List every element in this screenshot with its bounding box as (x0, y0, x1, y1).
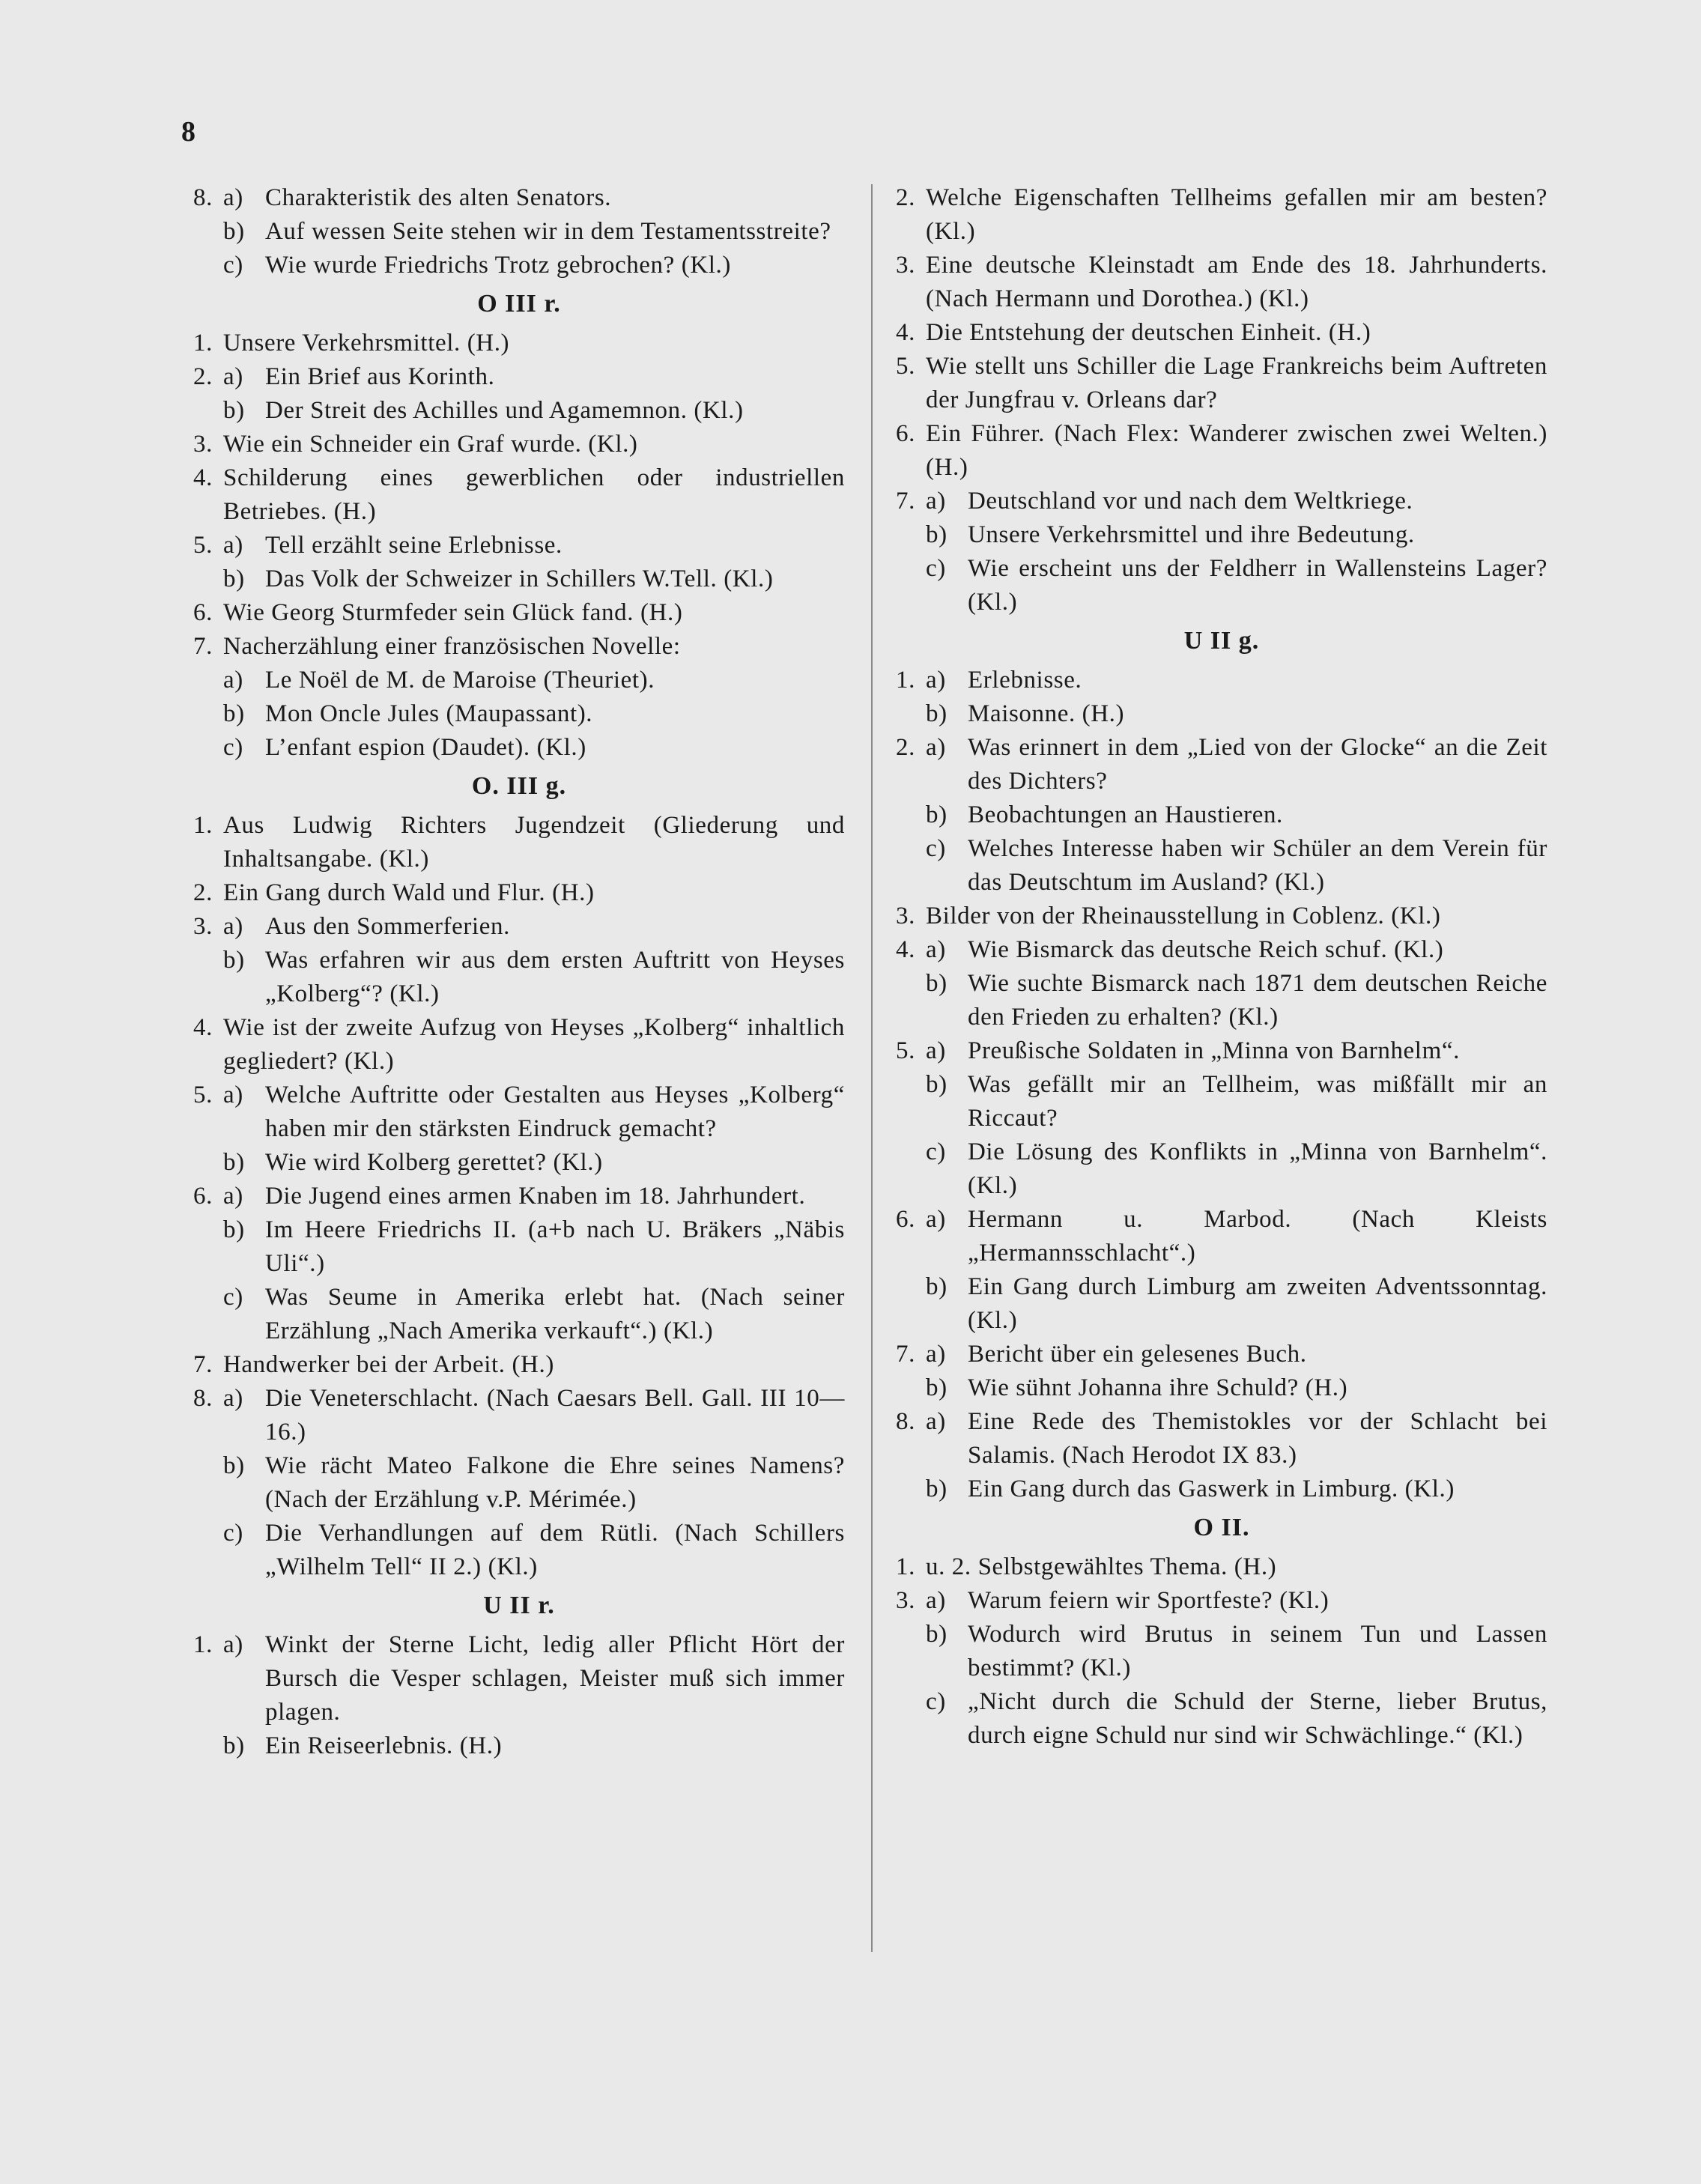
topic-entry (193, 215, 845, 249)
entry-text: Handwerker bei der Arbeit. (H.) (223, 1351, 554, 1378)
entry-text: Welches Interesse haben wir Schüler an dem Verein für das Deutschtum im Ausland? (Kl.) (968, 835, 1547, 896)
entry-text: u. 2. Selbstgewähltes Thema. (H.) (926, 1553, 1277, 1580)
entry-sub-letter: a) (926, 1408, 946, 1435)
entry-sub-letter: c) (223, 1520, 243, 1547)
entry-text: Wodurch wird Brutus in seinem Tun und Lassen bestimmt? (Kl.) (968, 1621, 1547, 1681)
topic-entry (193, 360, 845, 394)
entry-sub-letter: a) (223, 913, 243, 940)
section-heading: O II. (1193, 1514, 1250, 1541)
entry-sub-letter: c) (926, 1138, 946, 1165)
topic-entry (896, 1135, 1547, 1203)
entry-text: Das Volk der Schweizer in Schillers W.Tell. (Kl.) (265, 565, 774, 592)
topic-entry (193, 1517, 845, 1584)
topic-entry (193, 1729, 845, 1763)
entry-text: Die Entstehung der deutschen Einheit. (H.) (926, 319, 1371, 346)
topic-entry (193, 1146, 845, 1180)
entry-number: 4. (896, 936, 915, 963)
entry-text: Auf wessen Seite stehen wir in dem Testamentsstreite? (265, 218, 831, 245)
column-divider (871, 184, 873, 1952)
topic-entry (193, 327, 845, 360)
entry-text: Warum feiern wir Sportfeste? (Kl.) (968, 1587, 1329, 1614)
entry-number: 3. (193, 913, 213, 940)
topic-entry (896, 1068, 1547, 1135)
entry-number: 6. (896, 420, 915, 447)
entry-text: Welche Auftritte oder Gestalten aus Heyses „Kolberg“ haben mir den stärksten Eindruck gemacht? (265, 1082, 845, 1142)
entry-sub-letter: b) (223, 1216, 245, 1243)
topic-entry (896, 350, 1547, 417)
entry-number: 5. (193, 1082, 213, 1108)
entry-text: Unsere Verkehrsmittel und ihre Bedeutung. (968, 521, 1415, 548)
entry-sub-letter: b) (223, 700, 245, 727)
section-heading: O III r. (477, 290, 561, 318)
entry-sub-letter: b) (926, 1273, 947, 1300)
entry-text: Ein Gang durch Wald und Flur. (H.) (223, 879, 595, 906)
entry-sub-letter: a) (223, 667, 243, 694)
entry-text: Schilderung eines gewerblichen oder industriellen Betriebes. (H.) (223, 464, 845, 525)
entry-sub-letter: a) (223, 1385, 243, 1412)
entry-sub-letter: c) (223, 734, 243, 761)
topic-entry (896, 1472, 1547, 1506)
entry-text: Was gefällt mir an Tellheim, was mißfällt mir an Riccaut? (968, 1071, 1547, 1132)
topic-entry (193, 1213, 845, 1281)
entry-sub-letter: c) (926, 835, 946, 862)
entry-sub-letter: b) (926, 1374, 947, 1401)
entry-text: Beobachtungen an Haustieren. (968, 801, 1283, 828)
entry-text: Aus Ludwig Richters Jugendzeit (Gliederung und Inhaltsangabe. (Kl.) (223, 812, 845, 873)
topic-entry (193, 809, 845, 876)
topic-entry (896, 1338, 1547, 1371)
topic-entry (896, 181, 1547, 249)
entry-sub-letter: b) (926, 1475, 947, 1502)
entry-text: Charakteristik des alten Senators. (265, 184, 612, 211)
entry-sub-letter: c) (223, 252, 243, 279)
topic-entry (193, 1180, 845, 1213)
entry-number: 3. (193, 431, 213, 458)
right-column (896, 181, 1547, 1753)
entry-sub-letter: b) (223, 1149, 245, 1176)
entry-number: 7. (193, 1351, 213, 1378)
topic-entry (896, 1584, 1547, 1618)
entry-sub-letter: b) (926, 700, 947, 727)
entry-number: 1. (896, 1553, 915, 1580)
entry-sub-letter: b) (926, 801, 947, 828)
entry-sub-letter: b) (223, 1452, 245, 1479)
topic-entry (193, 1079, 845, 1146)
entry-text: Ein Reiseerlebnis. (H.) (265, 1732, 503, 1759)
topic-entry (193, 876, 845, 910)
entry-sub-letter: a) (223, 532, 243, 559)
topic-entry (193, 1382, 845, 1449)
entry-text: Ein Brief aus Korinth. (265, 363, 495, 390)
left-column (193, 181, 845, 1763)
entry-text: Aus den Sommerferien. (265, 913, 510, 940)
topic-entry (896, 664, 1547, 697)
entry-number: 2. (193, 363, 213, 390)
entry-text: Bilder von der Rheinausstellung in Coblenz. (Kl.) (926, 903, 1441, 929)
entry-text: Was erfahren wir aus dem ersten Auftritt von Heyses „Kolberg“? (Kl.) (265, 947, 845, 1007)
entry-text: Wie Bismarck das deutsche Reich schuf. (Kl.) (968, 936, 1444, 963)
entry-text: Maisonne. (H.) (968, 700, 1125, 727)
entry-text: Le Noël de M. de Maroise (Theuriet). (265, 667, 655, 694)
topic-entry (193, 596, 845, 630)
topic-entry (193, 697, 845, 731)
entry-text: Was Seume in Amerika erlebt hat. (Nach seiner Erzählung „Nach Amerika verkauft“.) (Kl.) (265, 1284, 845, 1344)
entry-number: 4. (193, 1014, 213, 1041)
entry-sub-letter: b) (926, 970, 947, 997)
entry-text: Die Lösung des Konflikts in „Minna von Barnhelm“. (Kl.) (968, 1138, 1547, 1199)
entry-text: Ein Gang durch Limburg am zweiten Adventssonntag. (Kl.) (968, 1273, 1547, 1334)
topic-entry (896, 900, 1547, 933)
topic-entry (193, 461, 845, 529)
entry-sub-letter: c) (926, 555, 946, 582)
entry-number: 2. (896, 184, 915, 211)
page-number: 8 (181, 116, 195, 148)
topic-entry (193, 394, 845, 428)
entry-number: 5. (896, 1037, 915, 1064)
entry-text: Erlebnisse. (968, 667, 1082, 694)
entry-number: 2. (193, 879, 213, 906)
entry-number: 4. (193, 464, 213, 491)
entry-number: 6. (896, 1206, 915, 1233)
entry-sub-letter: c) (223, 1284, 243, 1311)
entry-number: 6. (193, 1183, 213, 1210)
entry-number: 6. (193, 599, 213, 626)
topic-entry (896, 1371, 1547, 1405)
entry-sub-letter: a) (926, 1587, 946, 1614)
entry-sub-letter: a) (223, 1631, 243, 1658)
entry-text: Ein Führer. (Nach Flex: Wanderer zwischen zwei Welten.) (H.) (926, 420, 1547, 481)
entry-number: 1. (193, 1631, 213, 1658)
entry-number: 5. (193, 532, 213, 559)
entry-text: Wie Georg Sturmfeder sein Glück fand. (H.) (223, 599, 683, 626)
entry-sub-letter: a) (926, 1206, 946, 1233)
topic-entry (896, 417, 1547, 485)
section-heading: O. III g. (471, 772, 567, 800)
entry-text: Deutschland vor und nach dem Weltkriege. (968, 488, 1413, 515)
entry-text: Wie rächt Mateo Falkone die Ehre seines Namens? (Nach der Erzählung v.P. Mérimée.) (265, 1452, 845, 1513)
entry-number: 1. (193, 330, 213, 357)
entry-number: 7. (193, 633, 213, 660)
entry-number: 8. (193, 1385, 213, 1412)
entry-sub-letter: a) (926, 936, 946, 963)
topic-entry (193, 1011, 845, 1079)
topic-entry (896, 249, 1547, 316)
entry-number: 4. (896, 319, 915, 346)
entry-text: Wie wurde Friedrichs Trotz gebrochen? (Kl.) (265, 252, 731, 279)
topic-entry (896, 1685, 1547, 1753)
entry-text: Preußische Soldaten in „Minna von Barnhelm“. (968, 1037, 1460, 1064)
entry-text: „Nicht durch die Schuld der Sterne, lieber Brutus, durch eigne Schuld nur sind wir Schwächlinge.“ (Kl.) (968, 1688, 1547, 1749)
entry-text: Nacherzählung einer französischen Novelle: (223, 633, 681, 660)
entry-sub-letter: c) (926, 1688, 946, 1715)
topic-entry (896, 731, 1547, 798)
entry-number: 5. (896, 353, 915, 380)
topic-entry (896, 316, 1547, 350)
topic-entry (193, 1281, 845, 1348)
entry-text: Tell erzählt seine Erlebnisse. (265, 532, 563, 559)
entry-text: Bericht über ein gelesenes Buch. (968, 1341, 1307, 1368)
topic-entry (193, 249, 845, 282)
topic-entry (193, 944, 845, 1011)
entry-text: Hermann u. Marbod. (Nach Kleists „Hermannsschlacht“.) (968, 1206, 1547, 1267)
entry-text: Die Veneterschlacht. (Nach Caesars Bell. Gall. III 10—16.) (265, 1385, 845, 1446)
topic-entry (193, 529, 845, 562)
entry-sub-letter: a) (223, 1082, 243, 1108)
entry-text: Eine Rede des Themistokles vor der Schlacht bei Salamis. (Nach Herodot IX 83.) (968, 1408, 1547, 1469)
topic-entry (193, 1449, 845, 1517)
entry-text: Die Jugend eines armen Knaben im 18. Jahrhundert. (265, 1183, 806, 1210)
entry-sub-letter: a) (926, 1037, 946, 1064)
topic-entry (896, 798, 1547, 832)
entry-text: Wie ist der zweite Aufzug von Heyses „Kolberg“ inhaltlich gegliedert? (Kl.) (223, 1014, 845, 1075)
entry-text: Die Verhandlungen auf dem Rütli. (Nach Schillers „Wilhelm Tell“ II 2.) (Kl.) (265, 1520, 845, 1580)
entry-text: Wie suchte Bismarck nach 1871 dem deutschen Reiche den Frieden zu erhalten? (Kl.) (968, 970, 1547, 1031)
entry-text: Winkt der Sterne Licht, ledig aller Pflicht Hört der Bursch die Vesper schlagen, Meister muß sich immer plagen. (265, 1631, 845, 1726)
entry-text: Der Streit des Achilles und Agamemnon. (Kl.) (265, 397, 744, 424)
entry-sub-letter: b) (223, 1732, 245, 1759)
entry-sub-letter: a) (223, 184, 243, 211)
topic-entry (896, 1203, 1547, 1270)
entry-text: Eine deutsche Kleinstadt am Ende des 18. Jahrhunderts. (Nach Hermann und Dorothea.) (Kl.) (926, 252, 1547, 312)
topic-entry (896, 1034, 1547, 1068)
entry-sub-letter: a) (926, 734, 946, 761)
topic-entry (896, 485, 1547, 518)
entry-text: Welche Eigenschaften Tellheims gefallen mir am besten? (Kl.) (926, 184, 1547, 245)
entry-text: Unsere Verkehrsmittel. (H.) (223, 330, 510, 357)
entry-number: 8. (193, 184, 213, 211)
entry-sub-letter: a) (926, 488, 946, 515)
topic-entry (193, 630, 845, 664)
entry-sub-letter: b) (223, 397, 245, 424)
section-heading: U II g. (1183, 627, 1260, 655)
entry-text: L’enfant espion (Daudet). (Kl.) (265, 734, 586, 761)
entry-number: 1. (193, 812, 213, 839)
entry-sub-letter: a) (926, 1341, 946, 1368)
entry-text: Im Heere Friedrichs II. (a+b nach U. Bräkers „Näbis Uli“.) (265, 1216, 845, 1277)
topic-entry (896, 1270, 1547, 1338)
entry-sub-letter: b) (926, 1621, 947, 1648)
entry-number: 8. (896, 1408, 915, 1435)
entry-number: 2. (896, 734, 915, 761)
entry-text: Ein Gang durch das Gaswerk in Limburg. (Kl.) (968, 1475, 1455, 1502)
topic-entry (193, 1628, 845, 1729)
topic-entry (896, 967, 1547, 1034)
topic-entry (193, 428, 845, 461)
topic-entry (896, 697, 1547, 731)
entry-number: 3. (896, 1587, 915, 1614)
entry-sub-letter: b) (223, 218, 245, 245)
topic-entry (193, 1348, 845, 1382)
entry-sub-letter: b) (926, 1071, 947, 1098)
topic-entry (896, 518, 1547, 552)
entry-number: 1. (896, 667, 915, 694)
topic-entry (193, 562, 845, 596)
topic-entry (193, 910, 845, 944)
entry-text: Was erinnert in dem „Lied von der Glocke“ an die Zeit des Dichters? (968, 734, 1547, 795)
entry-sub-letter: b) (223, 947, 245, 974)
entry-sub-letter: a) (223, 363, 243, 390)
entry-number: 3. (896, 903, 915, 929)
entry-number: 7. (896, 488, 915, 515)
topic-entry (896, 552, 1547, 619)
entry-text: Wie erscheint uns der Feldherr in Wallensteins Lager? (Kl.) (968, 555, 1547, 616)
entry-text: Wie ein Schneider ein Graf wurde. (Kl.) (223, 431, 638, 458)
entry-text: Mon Oncle Jules (Maupassant). (265, 700, 593, 727)
topic-entry (896, 1550, 1547, 1584)
entry-number: 7. (896, 1341, 915, 1368)
entry-number: 3. (896, 252, 915, 279)
topic-entry (896, 933, 1547, 967)
entry-text: Wie wird Kolberg gerettet? (Kl.) (265, 1149, 603, 1176)
entry-text: Wie sühnt Johanna ihre Schuld? (H.) (968, 1374, 1348, 1401)
topic-entry (896, 832, 1547, 900)
entry-sub-letter: a) (926, 667, 946, 694)
topic-entry (193, 181, 845, 215)
entry-sub-letter: b) (223, 565, 245, 592)
entry-sub-letter: a) (223, 1183, 243, 1210)
topic-entry (896, 1405, 1547, 1472)
entry-sub-letter: b) (926, 521, 947, 548)
section-heading: U II r. (483, 1592, 555, 1619)
topic-entry (193, 664, 845, 697)
topic-entry (193, 731, 845, 765)
topic-entry (896, 1618, 1547, 1685)
entry-text: Wie stellt uns Schiller die Lage Frankreichs beim Auftreten der Jungfrau v. Orleans dar? (926, 353, 1547, 413)
